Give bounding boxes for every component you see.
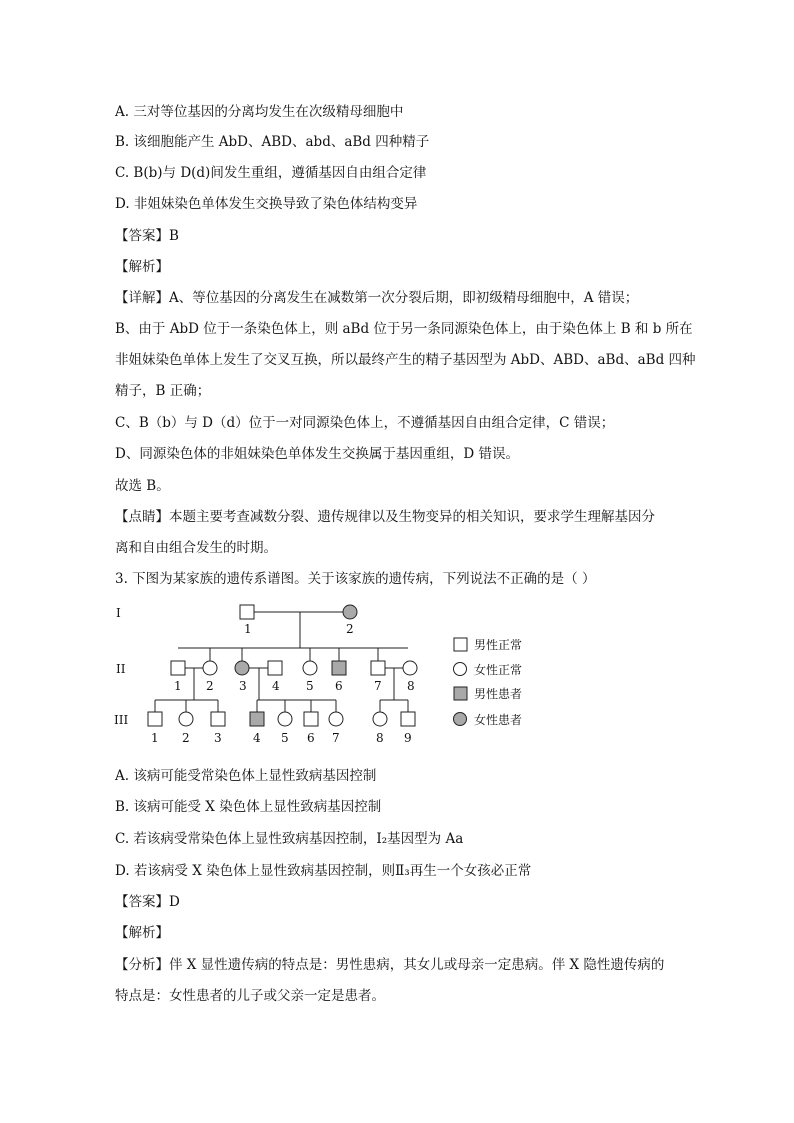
gen1-male-1	[240, 605, 254, 619]
gen3-male-1	[148, 712, 162, 726]
legend-normal-male-icon	[454, 638, 467, 651]
line-q3-stem: 3. 下图为某家族的遗传系谱图。关于该家族的遗传病，下列说法不正确的是（ ）	[115, 571, 596, 587]
line-q2-detail-7: 故选 B。	[115, 478, 170, 494]
gen1-num-2: 2	[346, 622, 354, 636]
gen1-female-2	[343, 605, 357, 619]
line-q2-detail-4: 精子，B 正确；	[115, 383, 211, 399]
legend-affected-female-icon	[454, 713, 467, 726]
gen3-female-2	[179, 712, 193, 726]
gen3-female-5	[278, 712, 292, 726]
line-q2-option-a: A. 三对等位基因的分离均发生在次级精母细胞中	[115, 104, 404, 120]
gen3-num-9: 9	[404, 731, 412, 745]
line-q3-option-c: C. 若该病受常染色体上显性致病基因控制，Ⅰ₂基因型为 Aa	[115, 831, 464, 847]
line-q2-option-b: B. 该细胞能产生 AbD、ABD、abd、aBd 四种精子	[115, 134, 430, 150]
legend-affected-female-label: 女性患者	[474, 713, 523, 727]
gen2-num-6: 6	[335, 679, 343, 693]
line-q3-analysis-heading: 【解析】	[115, 925, 169, 941]
gen2-num-1: 1	[174, 679, 182, 693]
gen2-num-2: 2	[206, 679, 214, 693]
gen3-num-1: 1	[151, 731, 159, 745]
legend-affected-male-icon	[454, 687, 467, 700]
gen3-female-7	[329, 712, 343, 726]
legend-normal-male-label: 男性正常	[474, 638, 523, 652]
gen-label-i: I	[116, 606, 121, 620]
gen2-female-8	[403, 661, 417, 675]
gen2-female-2	[203, 661, 217, 675]
line-q2-detail-2: B、由于 AbD 位于一条染色体上，则 aBd 位于另一条同源染色体上，由于染色体上 B 和 b 所在	[115, 321, 693, 337]
gen3-male-3	[211, 712, 225, 726]
gen2-male-6	[332, 661, 346, 675]
gen3-num-4: 4	[253, 731, 261, 745]
gen3-male-9	[401, 712, 415, 726]
gen2-female-3	[235, 661, 249, 675]
gen3-num-6: 6	[307, 731, 315, 745]
gen2-num-8: 8	[407, 679, 415, 693]
gen2-num-7: 7	[374, 679, 382, 693]
gen3-male-6	[304, 712, 318, 726]
gen2-male-1	[171, 661, 185, 675]
gen2-num-4: 4	[272, 679, 280, 693]
gen3-num-8: 8	[376, 731, 384, 745]
gen2-male-4	[268, 661, 282, 675]
pedigree-diagram	[110, 598, 580, 758]
gen3-female-8	[373, 712, 387, 726]
line-q2-detail-1: 【详解】A、等位基因的分离发生在减数第一次分裂后期，即初级精母细胞中，A 错误；	[115, 290, 639, 306]
gen2-female-5	[303, 661, 317, 675]
gen-label-iii: III	[114, 713, 129, 727]
legend-normal-female-icon	[454, 663, 467, 676]
legend-normal-female-label: 女性正常	[474, 663, 523, 677]
line-q3-analysis-2: 特点是：女性患者的儿子或父亲一定是患者。	[115, 988, 385, 1004]
gen1-num-1: 1	[244, 622, 252, 636]
line-q2-detail-6: D、同源染色体的非姐妹染色单体发生交换属于基因重组，D 错误。	[115, 446, 519, 462]
gen3-num-7: 7	[332, 731, 340, 745]
line-q2-option-d: D. 非姐妹染色单体发生交换导致了染色体结构变异	[115, 196, 418, 212]
line-q2-comment-2: 离和自由组合发生的时期。	[115, 540, 277, 556]
line-q2-analysis-heading: 【解析】	[115, 259, 169, 275]
line-q3-option-b: B. 该病可能受 X 染色体上显性致病基因控制	[115, 799, 382, 815]
line-q2-answer: 【答案】B	[115, 228, 179, 244]
line-q3-analysis-1: 【分析】伴 X 显性遗传病的特点是：男性患病，其女儿或母亲一定患病。伴 X 隐性遗传病的	[115, 957, 665, 973]
gen2-num-3: 3	[239, 679, 247, 693]
gen-label-ii: II	[116, 662, 126, 676]
gen3-num-3: 3	[214, 731, 222, 745]
gen2-male-7	[371, 661, 385, 675]
line-q2-comment-1: 【点睛】本题主要考查减数分裂、遗传规律以及生物变异的相关知识，要求学生理解基因分	[115, 509, 655, 525]
line-q3-option-d: D. 若该病受 X 染色体上显性致病基因控制，则Ⅱ₃再生一个女孩必正常	[115, 863, 532, 879]
line-q3-answer: 【答案】D	[115, 894, 180, 910]
gen3-num-2: 2	[182, 731, 190, 745]
gen3-male-4	[250, 712, 264, 726]
gen2-num-5: 5	[306, 679, 314, 693]
line-q2-detail-3: 非姐妹染色单体上发生了交叉互换，所以最终产生的精子基因型为 AbD、ABD、aBd、aBd 四种	[115, 352, 696, 368]
line-q3-option-a: A. 该病可能受常染色体上显性致病基因控制	[115, 768, 377, 784]
legend-affected-male-label: 男性患者	[474, 687, 523, 701]
line-q2-detail-5: C、B（b）与 D（d）位于一对同源染色体上，不遵循基因自由组合定律，C 错误；	[115, 415, 615, 431]
line-q2-option-c: C. B(b)与 D(d)间发生重组，遵循基因自由组合定律	[115, 165, 427, 181]
gen3-num-5: 5	[281, 731, 289, 745]
